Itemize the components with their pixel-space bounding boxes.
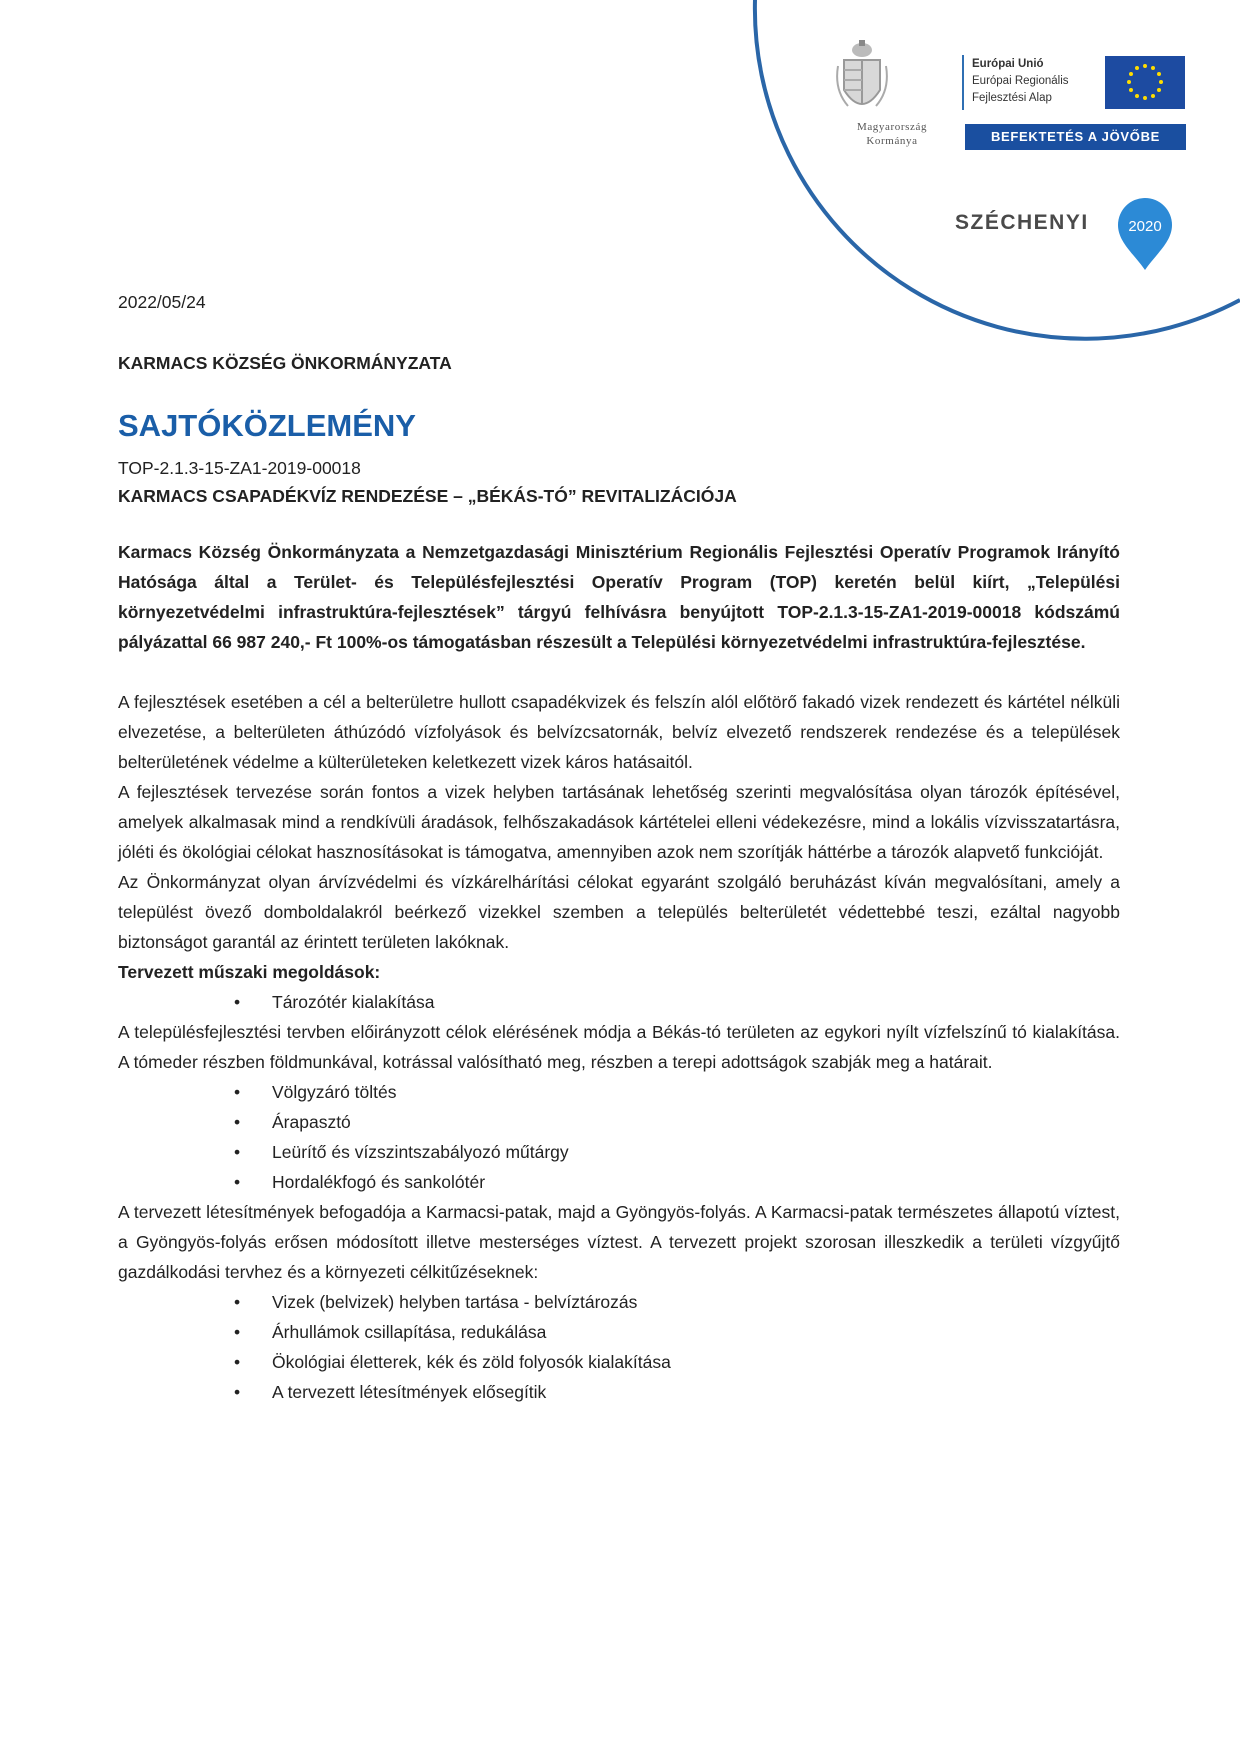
szechenyi-logo-text: SZÉCHENYI (955, 211, 1089, 234)
organization-name: KARMACS KÖZSÉG ÖNKORMÁNYZATA (118, 353, 452, 373)
document-title: SAJTÓKÖZLEMÉNY (118, 408, 416, 443)
eu-flag-icon (1105, 56, 1185, 109)
eu-line3: Fejlesztési Alap (972, 92, 1052, 104)
paragraph-receivers: A tervezett létesítmények befogadója a Karmacsi-patak, majd a Gyöngyös-folyás. A Karmacsi-patak természetes állapotú víztest, a Gyöngyös-folyás erősen módosított illetve mesterséges víztest. A tervezett projekt szorosan illeszkedik a területi vízgyűjtő gazdálkodási tervhez és a környezeti célkitűzéseknek: (118, 1202, 1120, 1282)
hungarian-coat-of-arms-icon (834, 40, 890, 118)
gov-name-line2: Kormánya (866, 135, 918, 147)
tech-list-2 (118, 1077, 1120, 1197)
decorative-arc (740, 0, 1240, 345)
list-item: • Árhullámok csillapítása, redukálása (118, 1317, 1120, 1347)
eu-fund-label (972, 56, 1102, 107)
list-item: • Vizek (belvizek) helyben tartása - belvíztározás (118, 1287, 1120, 1317)
document-body (118, 537, 1120, 1407)
eu-slogan: BEFEKTETÉS A JÖVŐBE (965, 124, 1186, 150)
gov-name-line1: Magyarország (856, 121, 928, 133)
project-code: TOP-2.1.3-15-ZA1-2019-00018 (118, 458, 361, 478)
tech-heading: Tervezett műszaki megoldások: (118, 962, 381, 982)
list-item: • Leürítő és vízszintszabályozó műtárgy (118, 1137, 1120, 1167)
project-title: KARMACS CSAPADÉKVÍZ RENDEZÉSE – „BÉKÁS-TÓ” REVITALIZÁCIÓJA (118, 486, 737, 506)
intro-paragraph: Karmacs Község Önkormányzata a Nemzetgazdasági Minisztérium Regionális Fejlesztési Operatív Programok Irányító Hatósága által a Terület- és Településfejlesztési Operatív Program (TOP) keretén belül kiírt, „Települési környezetvédelmi infrastruktúra-fejlesztések” tárgyú felhívásra benyújtott TOP-2.1.3-15-ZA1-2019-00018 kódszámú pályázattal 66 987 240,- Ft 100%-os támogatásban részesült a Települési környezetvédelmi infrastruktúra-fejlesztése. (118, 542, 1120, 652)
paragraph-planning: A fejlesztések tervezése során fontos a vizek helyben tartásának lehetőség szerinti megvalósítása olyan tározók építésével, amelyek alkalmasak mind a rendkívüli áradások, felhőszakadások kártételei elleni védekezésre, mind a lokális vízvisszatartásra, jóléti és ökológiai célokat hasznosításokat is támogatva, amennyiben azok nem szorítják háttérbe a tározók alapvető funkcióját. (118, 782, 1120, 862)
list-item: • Árapasztó (118, 1107, 1120, 1137)
government-label (824, 120, 960, 148)
goals-list (118, 1287, 1120, 1407)
paragraph-investment: Az Önkormányzat olyan árvízvédelmi és vízkárelhárítási célokat egyaránt szolgáló beruházást kíván megvalósítani, amely a települést övező domboldalakról beérkező vizekkel szemben a település belterületét védettebbé teszi, ezáltal nagyobb biztonságot garantál az érintett területen lakóknak. (118, 872, 1120, 952)
document-date: 2022/05/24 (118, 292, 206, 312)
paragraph-lake: A településfejlesztési tervben előirányzott célok elérésének módja a Békás-tó területen az egykori nyílt vízfelszínű tó kialakítása. A tómeder részben földmunkával, kotrással valósítható meg, részben a terepi adottságok szabják meg a határait. (118, 1022, 1120, 1072)
eu-line1: Európai Unió (972, 58, 1044, 70)
szechenyi-2020-pin-icon (1116, 196, 1174, 272)
logo-header (740, 0, 1240, 345)
paragraph-goals: A fejlesztések esetében a cél a belterületre hullott csapadékvizek és felszín alól előtörő fakadó vizek rendezett és kártétel nélküli elvezetése, a belterületen áthúzódó vízfolyások és belvízcsatornák, belvíz elvezető rendszerek rendezése és a települések belterületének védelme a külterületeken keletkezett vizek káros hatásaitól. (118, 692, 1120, 772)
tech-list-1 (118, 987, 1120, 1017)
eu-divider (962, 55, 964, 110)
list-item: • Hordalékfogó és sankolótér (118, 1167, 1120, 1197)
list-item: • Ökológiai életterek, kék és zöld folyosók kialakítása (118, 1347, 1120, 1377)
eu-line2: Európai Regionális (972, 75, 1069, 87)
list-item: • Tározótér kialakítása (118, 987, 1120, 1017)
list-item: • A tervezett létesítmények elősegítik (118, 1377, 1120, 1407)
program-year: 2020 (1128, 218, 1162, 235)
list-item: • Völgyzáró töltés (118, 1077, 1120, 1107)
